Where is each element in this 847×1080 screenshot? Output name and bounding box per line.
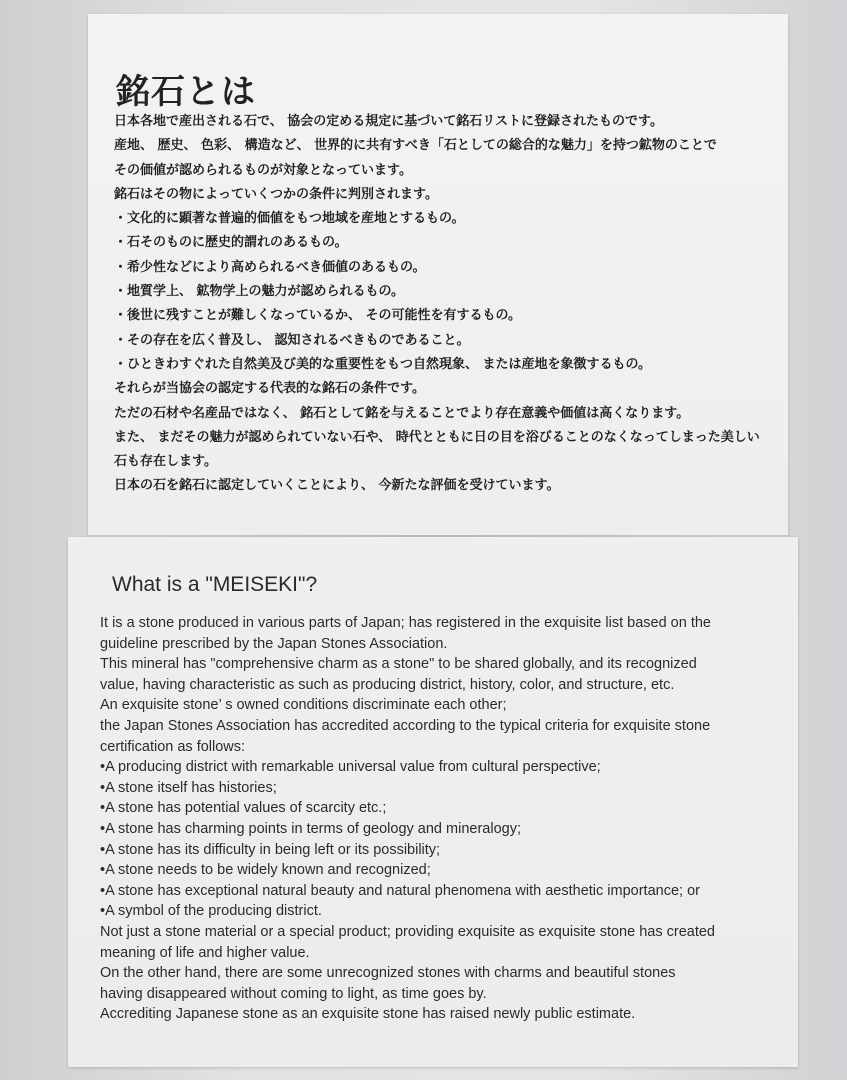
japanese-bullet-item: ・希少性などにより高められるべき価値のあるもの。 <box>114 259 426 275</box>
japanese-bullet-item: ・石そのものに歴史的謂れのあるもの。 <box>114 235 348 251</box>
english-title: What is a "MEISEKI"? <box>112 573 318 596</box>
english-line: This mineral has "comprehensive charm as a stone" to be shared globally, and its recognized <box>100 656 697 673</box>
japanese-bullet-item: ・地質学上、 鉱物学上の魅力が認められるもの。 <box>114 284 405 300</box>
english-line: value, having characteristic as such as producing district, history, color, and structure, etc. <box>100 676 675 693</box>
japanese-line: 日本の石を銘石に認定していくことにより、 今新たな評価を受けています。 <box>114 478 560 494</box>
japanese-line: ただの石材や名産品ではなく、 銘石として銘を与えることでより存在意義や価値は高くなります。 <box>114 405 690 421</box>
english-line: Not just a stone material or a special product; providing exquisite as exquisite stone has created <box>100 923 715 940</box>
english-line: having disappeared without coming to light, as time goes by. <box>100 985 487 1002</box>
card-divider <box>85 535 790 537</box>
english-bullet-item: •A stone has exceptional natural beauty and natural phenomena with aesthetic importance; or <box>100 882 700 899</box>
english-line: meaning of life and higher value. <box>100 944 310 961</box>
english-bullet-item: •A stone itself has histories; <box>100 779 277 796</box>
english-bullet-item: •A stone has charming points in terms of geology and mineralogy; <box>100 820 521 837</box>
english-text-block <box>100 613 780 1025</box>
english-line: On the other hand, there are some unrecognized stones with charms and beautiful stones <box>100 965 676 982</box>
japanese-line: その価値が認められるものが対象となっています。 <box>114 162 412 178</box>
japanese-line: また、 まだその魅力が認められていない石や、 時代とともに日の目を浴びることのなくなってしまった美しい <box>114 429 760 445</box>
english-line: An exquisite stone’ s owned conditions discriminate each other; <box>100 697 507 714</box>
english-line: Accrediting Japanese stone as an exquisite stone has raised newly public estimate. <box>100 1006 636 1023</box>
japanese-title: 銘石とは <box>116 72 256 112</box>
english-line: guideline prescribed by the Japan Stones Association. <box>100 635 448 652</box>
english-bullet-item: •A producing district with remarkable universal value from cultural perspective; <box>100 759 601 776</box>
japanese-line: それらが当協会の認定する代表的な銘石の条件です。 <box>114 381 425 397</box>
english-line: It is a stone produced in various parts of Japan; has registered in the exquisite list based on the <box>100 615 711 631</box>
japanese-bullet-item: ・その存在を広く普及し、 認知されるべきものであること。 <box>114 332 470 348</box>
english-bullet-item: •A stone has potential values of scarcity etc.; <box>100 800 387 817</box>
japanese-bullet-item: ・ひときわすぐれた自然美及び美的な重要性をもつ自然現象、 または産地を象徴するもの。 <box>114 356 652 372</box>
japanese-bullet-item: ・後世に残すことが難しくなっているか、 その可能性を有するもの。 <box>114 308 522 324</box>
english-bullet-item: •A stone has its difficulty in being left or its possibility; <box>100 841 441 858</box>
japanese-line: 銘石はその物によっていくつかの条件に判別されます。 <box>114 186 438 202</box>
japanese-card <box>88 14 788 536</box>
english-bullet-item: •A stone needs to be widely known and recognized; <box>100 862 431 879</box>
english-bullet-item: •A symbol of the producing district. <box>100 903 322 920</box>
english-line: the Japan Stones Association has accredited according to the typical criteria for exquisite stone <box>100 717 711 734</box>
english-card <box>68 537 798 1067</box>
japanese-text-block <box>114 110 784 499</box>
japanese-line: 産地、 歴史、 色彩、 構造など、 世界的に共有すべき「石としての総合的な魅力」を持つ鉱物のことで <box>114 138 717 154</box>
english-line: certification as follows: <box>100 738 246 755</box>
japanese-line: 日本各地で産出される石で、 協会の定める規定に基づいて銘石リストに登録されたものです。 <box>114 114 663 129</box>
japanese-line: 石も存在します。 <box>114 454 217 470</box>
japanese-bullet-item: ・文化的に顕著な普遍的価値をもつ地域を産地とするもの。 <box>114 211 465 227</box>
